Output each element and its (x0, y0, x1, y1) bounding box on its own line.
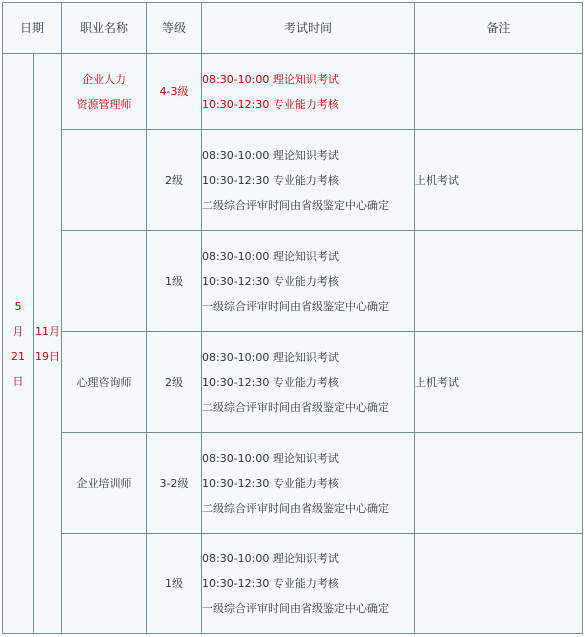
occupation-cell: 心理咨询师 (62, 332, 147, 433)
occupation-cell (62, 231, 147, 332)
remarks-cell (415, 54, 583, 130)
occupation-line: 企业人力 (82, 72, 127, 86)
table-row (3, 332, 583, 433)
remarks-cell (415, 534, 583, 634)
remarks-cell: 上机考试 (415, 130, 583, 231)
level-cell: 1级 (147, 534, 202, 634)
occupation-cell (62, 54, 147, 130)
exam-time-line: 08:30-10:00 理论知识考试 (202, 451, 339, 465)
remarks-cell: 上机考试 (415, 332, 583, 433)
exam-time-cell (202, 231, 415, 332)
exam-time-cell (202, 534, 415, 634)
occupation-cell (62, 534, 147, 634)
header-date: 日期 (3, 3, 62, 54)
date-part: 5 (14, 299, 22, 313)
table-row (3, 534, 583, 634)
table-header-row (3, 3, 583, 54)
header-occupation: 职业名称 (62, 3, 147, 54)
level-cell: 2级 (147, 130, 202, 231)
remarks-cell (415, 231, 583, 332)
occupation-line: 资源管理师 (76, 97, 132, 111)
exam-time-line: 08:30-10:00 理论知识考试 (202, 350, 339, 364)
exam-time-cell (202, 54, 415, 130)
header-exam-time: 考试时间 (202, 3, 415, 54)
exam-time-line: 10:30-12:30 专业能力考核 (202, 173, 339, 187)
exam-time-line: 二级综合评审时间由省级鉴定中心确定 (202, 400, 390, 414)
table-row (3, 130, 583, 231)
table-row (3, 433, 583, 534)
exam-time-line: 08:30-10:00 理论知识考试 (202, 249, 339, 263)
exam-time-line: 一级综合评审时间由省级鉴定中心确定 (202, 602, 390, 615)
exam-time-line: 10:30-12:30 专业能力考核 (202, 375, 339, 389)
exam-schedule-table (2, 2, 583, 634)
exam-time-line: 二级综合评审时间由省级鉴定中心确定 (202, 198, 390, 212)
exam-time-line: 08:30-10:00 理论知识考试 (202, 148, 339, 162)
occupation-cell (62, 130, 147, 231)
level-cell: 2级 (147, 332, 202, 433)
header-level: 等级 (147, 3, 202, 54)
exam-time-line: 10:30-12:30 专业能力考核 (202, 274, 339, 288)
date-part: 月 (12, 324, 24, 338)
exam-time-line: 二级综合评审时间由省级鉴定中心确定 (202, 501, 390, 515)
exam-time-line: 08:30-10:00 理论知识考试 (202, 552, 339, 565)
table-row (3, 231, 583, 332)
header-remarks: 备注 (415, 3, 583, 54)
occupation-cell: 企业培训师 (62, 433, 147, 534)
exam-time-line: 10:30-12:30 专业能力考核 (202, 577, 339, 590)
exam-time-cell (202, 433, 415, 534)
date-part: 11月 (35, 324, 60, 338)
date-second-cell (34, 54, 62, 634)
level-cell: 1级 (147, 231, 202, 332)
date-part: 19日 (35, 349, 60, 363)
exam-time-line: 10:30-12:30 专业能力考核 (202, 476, 339, 490)
level-cell: 3-2级 (147, 433, 202, 534)
date-part: 日 (12, 374, 24, 388)
level-cell: 4-3级 (147, 54, 202, 130)
date-part: 21 (11, 349, 25, 363)
exam-time-line: 10:30-12:30 专业能力考核 (202, 97, 339, 111)
date-month-day-cell (3, 54, 34, 634)
exam-time-line: 08:30-10:00 理论知识考试 (202, 72, 339, 86)
table-row (3, 54, 583, 130)
exam-time-cell (202, 332, 415, 433)
remarks-cell (415, 433, 583, 534)
exam-time-line: 一级综合评审时间由省级鉴定中心确定 (202, 299, 390, 313)
exam-time-cell (202, 130, 415, 231)
